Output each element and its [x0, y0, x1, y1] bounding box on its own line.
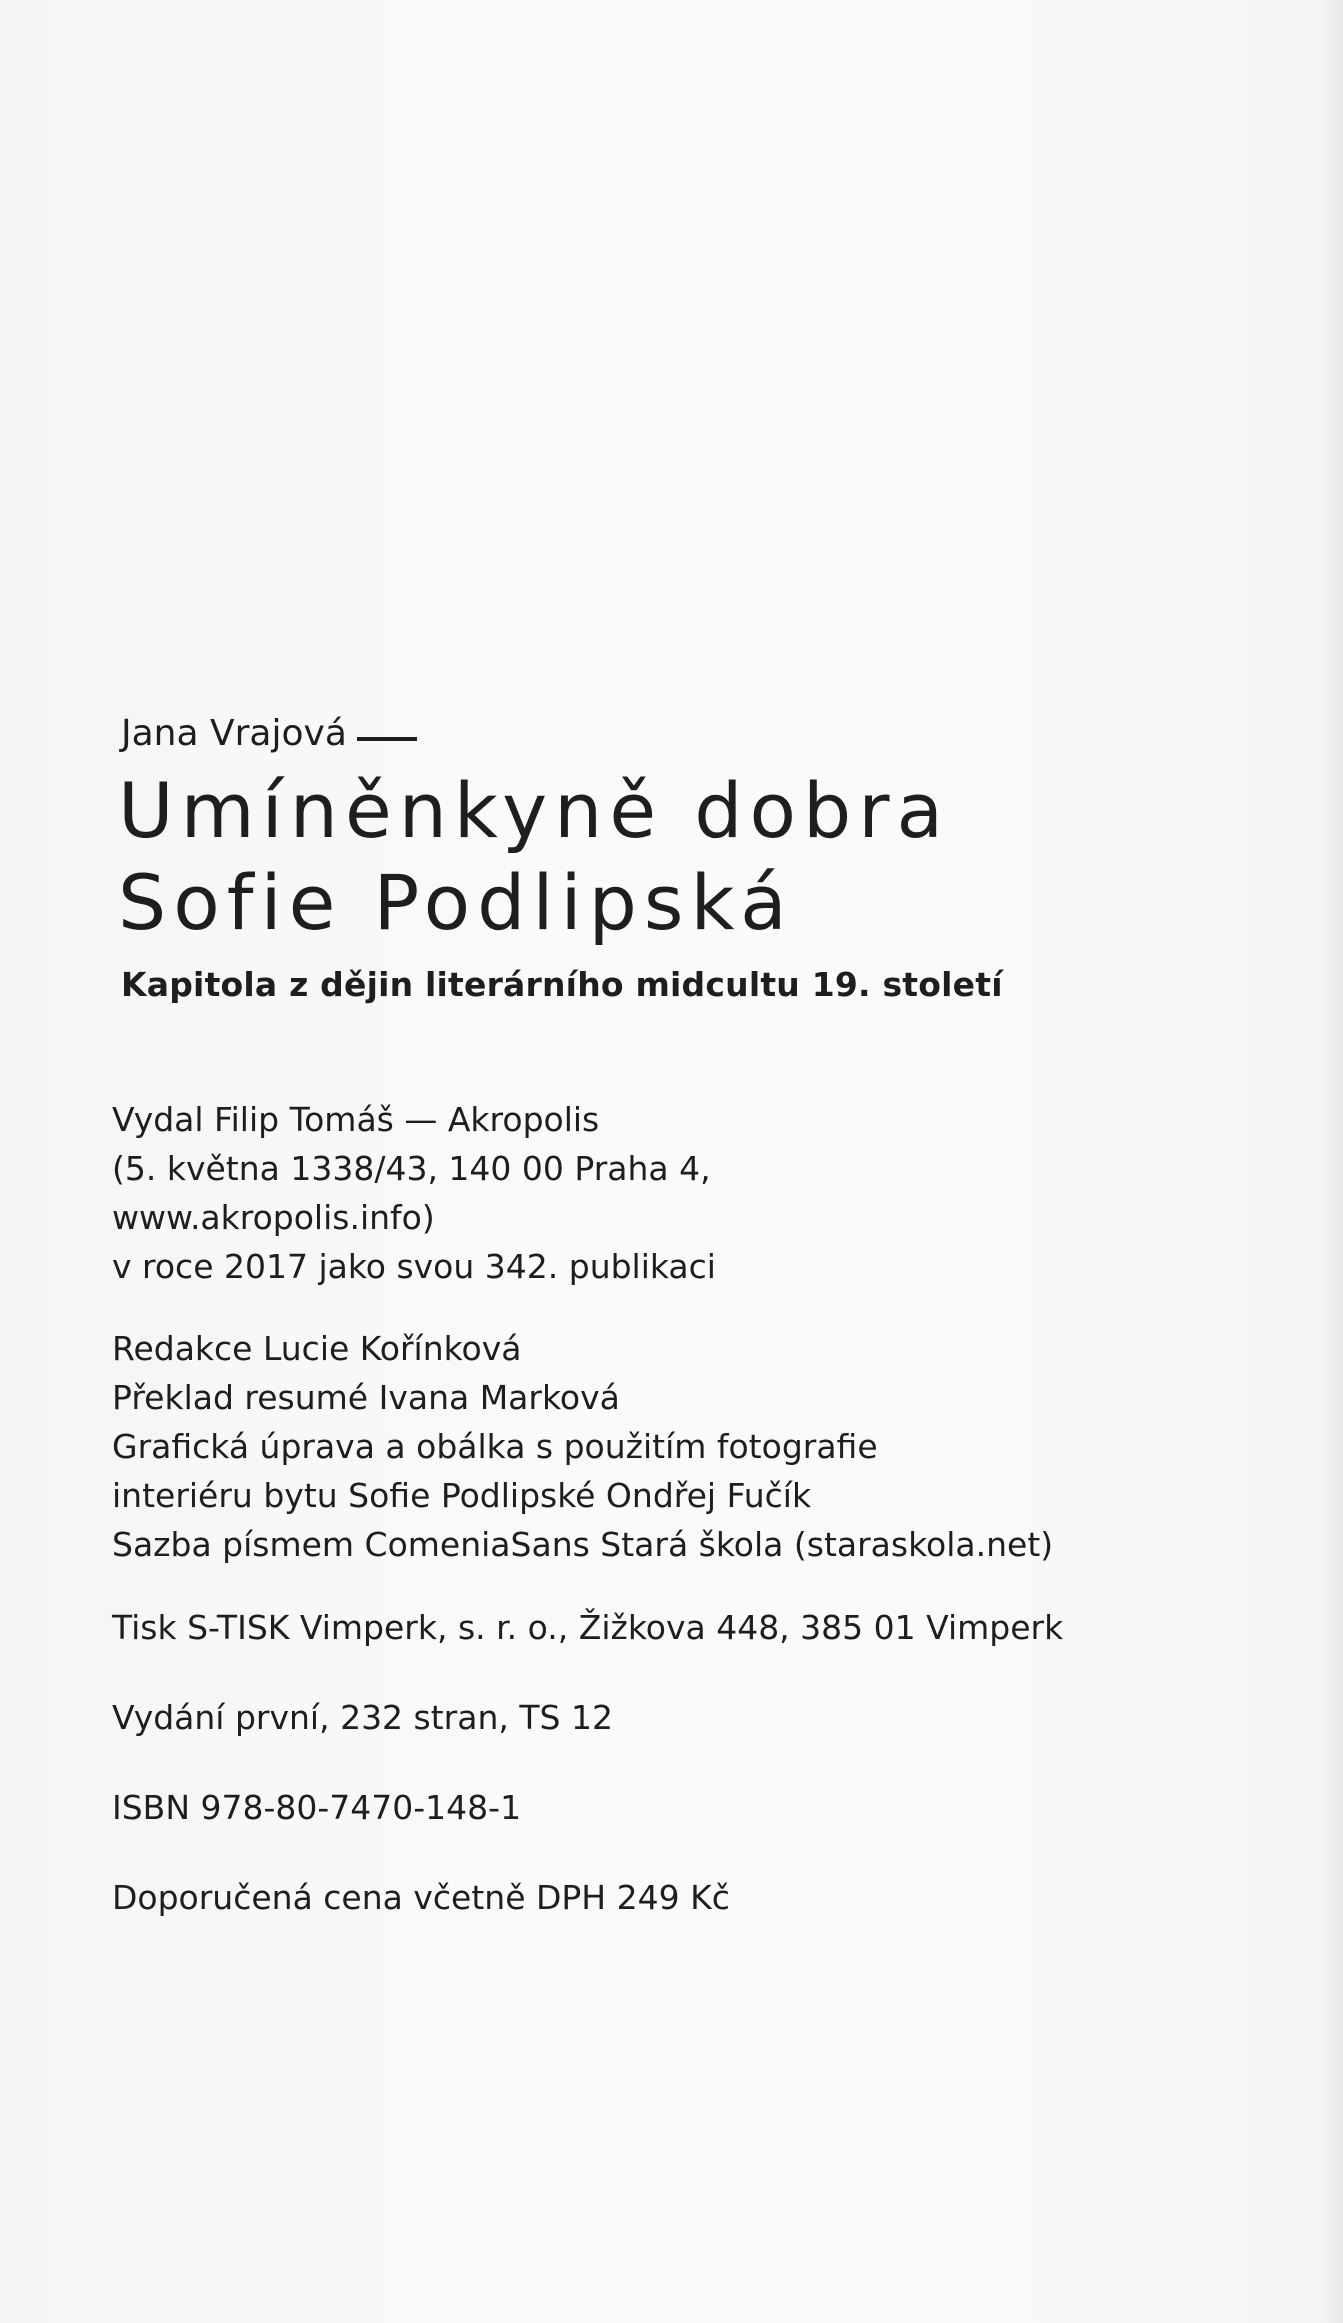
publisher-line: Vydal Filip Tomáš — Akropolis: [112, 1100, 600, 1139]
publisher-line: www.akropolis.info): [112, 1198, 435, 1237]
credits-line: interiéru bytu Sofie Podlipské Ondřej Fučík: [112, 1476, 812, 1515]
print-line: Tisk S-TISK Vimperk, s. r. o., Žižkova 448, 385 01 Vimperk: [112, 1608, 1064, 1647]
publisher-line: v roce 2017 jako svou 342. publikaci: [112, 1247, 716, 1286]
page-edge-shadow: [1325, 0, 1343, 2323]
title-line-2: Sofie Podlipská: [118, 858, 794, 947]
isbn-line: ISBN 978-80-7470-148-1: [112, 1788, 522, 1827]
price-line: Doporučená cena včetně DPH 249 Kč: [112, 1878, 730, 1917]
credits-line: Překlad resumé Ivana Marková: [112, 1378, 620, 1417]
title-line-1: Umíněnkyně dobra: [118, 766, 951, 855]
book-subtitle: Kapitola z dějin literárního midcultu 19. století: [121, 965, 1003, 1004]
publisher-line: (5. května 1338/43, 140 00 Praha 4,: [112, 1149, 711, 1188]
credits-line: Sazba písmem ComeniaSans Stará škola (staraskola.net): [112, 1525, 1054, 1564]
credits-line: Grafická úprava a obálka s použitím fotografie: [112, 1427, 878, 1466]
author-dash: [357, 737, 417, 741]
author-name: Jana Vrajová: [121, 713, 347, 754]
publisher-block: [112, 1095, 716, 1291]
author-line: [121, 712, 417, 756]
credits-block: [112, 1324, 1053, 1569]
edition-line: Vydání první, 232 stran, TS 12: [112, 1698, 613, 1737]
credits-line: Redakce Lucie Kořínková: [112, 1329, 522, 1368]
book-title: [118, 765, 950, 949]
